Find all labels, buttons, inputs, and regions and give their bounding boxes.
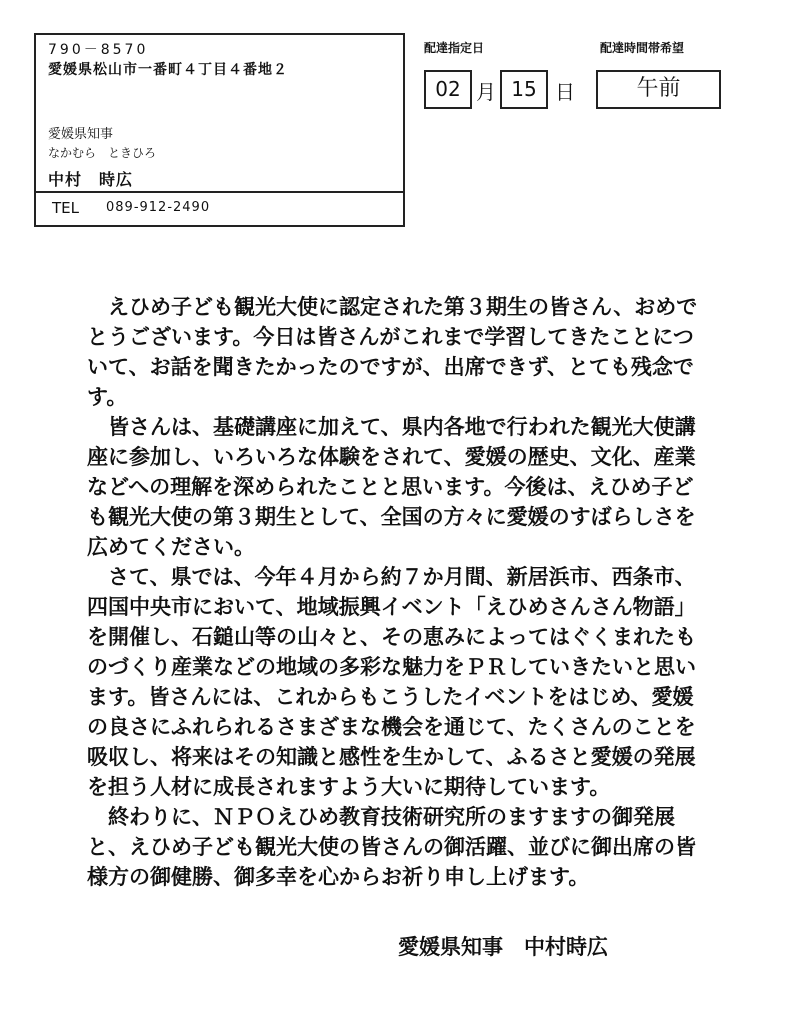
letter-paragraph: 皆さんは、基礎講座に加えて、県内各地で行われた観光大使講座に参加し、いろいろな体験をされて、愛媛の歴史、文化、産業などへの理解を深められたことと思います。今後は、えひめ子ども観光大使の第３期生として、全国の方々に愛媛のすばらしさを広めてください。 <box>87 414 696 559</box>
delivery-time-slot-box: 午前 <box>596 70 721 109</box>
letter-paragraph: 終わりに、ＮＰＯえひめ教育技術研究所のますますの御発展と、えひめ子ども観光大使の皆さんの御活躍、並びに御出席の皆様方の御健勝、御多幸を心からお祈り申し上げます。 <box>87 804 696 889</box>
sender-name: 中村 時広 <box>48 170 134 189</box>
letter-paragraph: さて、県では、今年４月から約７か月間、新居浜市、西条市、四国中央市において、地域振興イベント「えひめさんさん物語」を開催し、石鎚山等の山々と、その恵みによってはぐくまれたものづくり産業などの地域の多彩な魅力をＰＲしていきたいと思います。皆さんには、これからもこうしたイベントをはじめ、愛媛の良さにふれられるさまざまな機会を通じて、たくさんのことを吸収し、将来はその知識と感性を生かして、ふるさと愛媛の発展を担う人材に成長されますよう大いに期待しています。 <box>87 564 696 799</box>
sender-address: 愛媛県松山市一番町４丁目４番地２ <box>48 62 288 78</box>
letter-body <box>87 292 707 892</box>
postal-code: 790－8570 <box>48 42 149 58</box>
month-unit: 月 <box>476 80 496 104</box>
tel-label: TEL <box>52 199 79 217</box>
delivery-time-label: 配達時間帯希望 <box>600 41 685 55</box>
tel-number: 089-912-2490 <box>106 200 211 215</box>
day-unit: 日 <box>555 80 575 104</box>
sender-title: 愛媛県知事 <box>48 127 114 142</box>
sender-name-kana: なかむら ときひろ <box>48 146 157 160</box>
delivery-month-box: 02 <box>424 70 472 109</box>
delivery-day-box: 15 <box>500 70 548 109</box>
letter-signature: 愛媛県知事 中村時広 <box>398 934 608 959</box>
delivery-date-label: 配達指定日 <box>424 41 485 55</box>
letter-paragraph: えひめ子ども観光大使に認定された第３期生の皆さん、おめでとうございます。今日は皆さんがこれまで学習してきたことについて、お話を聞きたかったのですが、出席できず、とても残念です。 <box>87 294 698 409</box>
telephone-row <box>36 191 403 225</box>
sender-address-box <box>34 33 405 227</box>
